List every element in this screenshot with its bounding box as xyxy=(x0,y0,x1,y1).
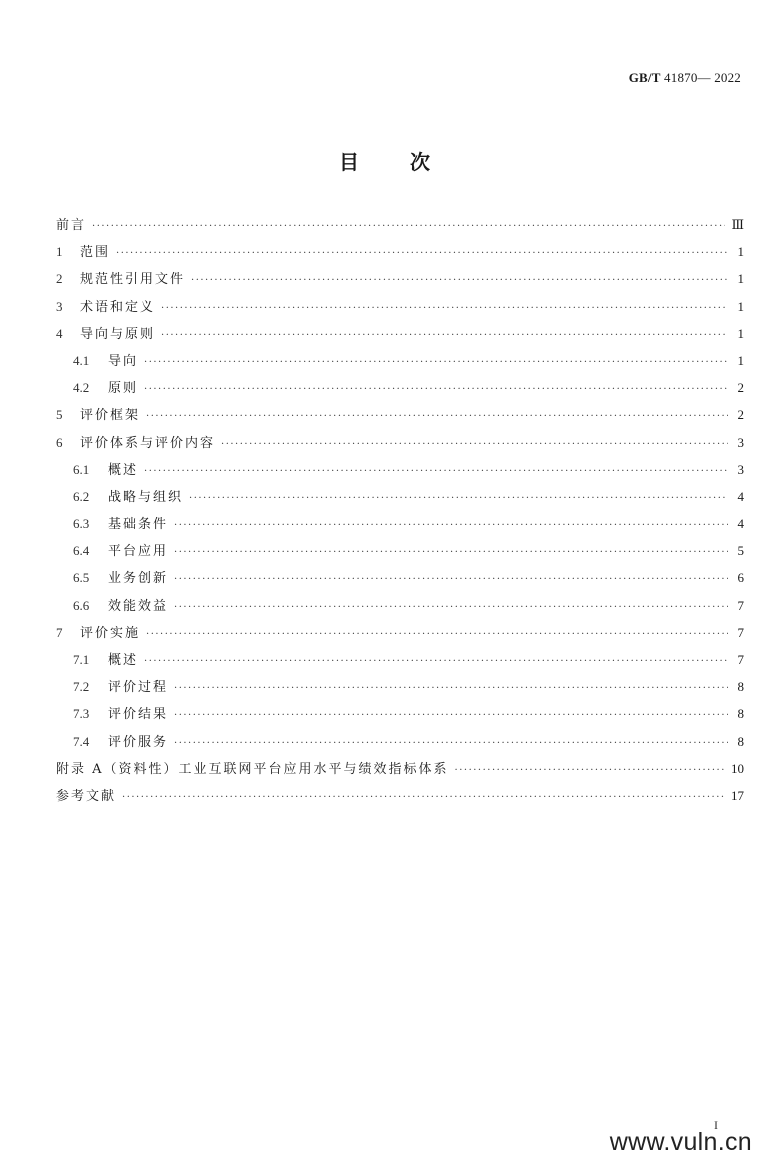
toc-leader-dots xyxy=(174,684,728,694)
toc-leader-dots xyxy=(161,331,728,341)
toc-entry-page: 2 xyxy=(737,407,744,423)
toc-entry-number: 4.2 xyxy=(73,380,90,396)
toc-entry-page: 5 xyxy=(737,543,744,559)
toc-entry-label: 战略与组织 xyxy=(108,489,184,505)
toc-entry-label: 导向 xyxy=(108,353,139,369)
toc-entry-number: 1 xyxy=(56,244,63,260)
toc-entry-label: 效能效益 xyxy=(108,598,169,614)
toc-entry-page: 4 xyxy=(737,516,744,532)
toc-entry-page: 1 xyxy=(737,298,744,314)
toc-entry-page: Ⅲ xyxy=(731,217,744,232)
toc-entry-page: 8 xyxy=(737,706,744,722)
toc-entry[interactable] xyxy=(56,404,744,431)
toc-entry-label: 规范性引用文件 xyxy=(80,272,186,288)
toc-leader-dots xyxy=(189,494,728,504)
toc-entry[interactable] xyxy=(56,731,744,758)
toc-leader-dots xyxy=(174,575,728,585)
toc-entry-number: 7.2 xyxy=(73,679,90,695)
toc-leader-dots xyxy=(174,711,728,721)
toc-entry-label: 评价实施 xyxy=(80,625,141,641)
toc-entry-page: 10 xyxy=(731,760,744,776)
toc-entry-label: 评价框架 xyxy=(80,408,141,424)
toc-entry-number: 2 xyxy=(56,271,63,287)
toc-entry[interactable] xyxy=(56,513,744,540)
toc-entry-label: 评价服务 xyxy=(108,734,169,750)
toc-leader-dots xyxy=(146,412,728,422)
toc-entry-label: 原则 xyxy=(108,381,139,397)
toc-entry-label: 业务创新 xyxy=(108,571,169,587)
toc-entry[interactable] xyxy=(56,785,744,812)
toc-entry[interactable] xyxy=(56,758,744,785)
toc-entry-page: 7 xyxy=(737,624,744,640)
toc-entry-number: 6 xyxy=(56,434,63,450)
toc-entry-number: 5 xyxy=(56,407,63,423)
toc-entry[interactable] xyxy=(56,622,744,649)
toc-entry-label: 评价体系与评价内容 xyxy=(80,435,216,451)
toc-leader-dots xyxy=(92,222,725,232)
table-of-contents xyxy=(56,214,744,812)
toc-leader-dots xyxy=(144,657,728,667)
toc-entry-label: 概述 xyxy=(108,653,139,668)
toc-entry[interactable] xyxy=(56,214,744,241)
toc-entry[interactable] xyxy=(56,676,744,703)
toc-entry-page: 1 xyxy=(737,352,744,368)
toc-entry-number: 6.1 xyxy=(73,461,90,477)
toc-leader-dots xyxy=(221,440,728,450)
toc-leader-dots xyxy=(144,358,728,368)
page-number: I xyxy=(714,1118,718,1132)
toc-entry-label: 参考文献 xyxy=(56,788,117,804)
toc-entry[interactable] xyxy=(56,241,744,268)
toc-leader-dots xyxy=(455,766,725,776)
toc-entry[interactable] xyxy=(56,268,744,295)
toc-entry-label: 前言 xyxy=(56,218,87,233)
title-part-2: 次 xyxy=(410,150,431,174)
standard-prefix: GB/T xyxy=(628,70,661,85)
toc-entry-page: 1 xyxy=(737,244,744,260)
toc-entry-page: 2 xyxy=(737,380,744,396)
toc-leader-dots xyxy=(174,603,728,613)
toc-entry[interactable] xyxy=(56,350,744,377)
toc-leader-dots xyxy=(144,467,728,477)
toc-entry-page: 3 xyxy=(737,434,744,450)
toc-entry-page: 17 xyxy=(731,787,744,803)
toc-entry-label: 术语和定义 xyxy=(80,299,156,315)
toc-entry-label: 评价结果 xyxy=(108,707,169,723)
toc-entry[interactable] xyxy=(56,540,744,567)
toc-leader-dots xyxy=(174,548,728,558)
toc-entry[interactable] xyxy=(56,703,744,730)
toc-entry-page: 7 xyxy=(737,652,744,667)
toc-entry[interactable] xyxy=(56,567,744,594)
toc-entry-label: 导向与原则 xyxy=(80,326,156,342)
toc-leader-dots xyxy=(116,249,728,259)
toc-entry[interactable] xyxy=(56,649,744,676)
toc-entry-number: 6.3 xyxy=(73,516,90,532)
title-part-1: 目 xyxy=(339,150,360,174)
toc-entry-label: 概述 xyxy=(108,462,139,478)
toc-entry[interactable] xyxy=(56,323,744,350)
toc-entry-label: 评价过程 xyxy=(108,680,169,696)
toc-entry-page: 1 xyxy=(737,271,744,287)
toc-leader-dots xyxy=(174,521,728,531)
toc-leader-dots xyxy=(161,304,728,314)
toc-leader-dots xyxy=(146,630,728,640)
toc-entry-number: 3 xyxy=(56,298,63,314)
toc-entry-label: 基础条件 xyxy=(108,517,169,533)
toc-entry-page: 7 xyxy=(737,597,744,613)
toc-entry-page: 1 xyxy=(737,325,744,341)
toc-entry-number: 7 xyxy=(56,624,63,640)
toc-entry[interactable] xyxy=(56,377,744,404)
toc-entry-page: 8 xyxy=(737,679,744,695)
toc-entry[interactable] xyxy=(56,595,744,622)
page-title xyxy=(0,146,770,175)
standard-code xyxy=(629,70,741,86)
toc-entry-number: 4.1 xyxy=(73,352,90,368)
toc-leader-dots xyxy=(174,739,728,749)
standard-number: 41870— 2022 xyxy=(664,70,741,85)
toc-entry-label: 范围 xyxy=(80,245,111,261)
watermark: www.vuln.cn xyxy=(609,1128,752,1156)
toc-entry-number: 6.6 xyxy=(73,597,90,613)
toc-entry-page: 8 xyxy=(737,733,744,749)
toc-entry-page: 4 xyxy=(737,488,744,504)
toc-entry-number: 6.4 xyxy=(73,543,90,559)
toc-entry-number: 6.2 xyxy=(73,488,90,504)
toc-leader-dots xyxy=(122,793,725,803)
toc-entry[interactable] xyxy=(56,432,744,459)
toc-entry[interactable] xyxy=(56,296,744,323)
toc-entry-page: 6 xyxy=(737,570,744,586)
toc-entry-number: 6.5 xyxy=(73,570,90,586)
toc-entry-label: 平台应用 xyxy=(108,544,169,560)
toc-entry-page: 3 xyxy=(737,461,744,477)
toc-leader-dots xyxy=(191,276,728,286)
toc-entry-number: 7.3 xyxy=(73,706,90,722)
toc-leader-dots xyxy=(144,385,728,395)
toc-entry[interactable] xyxy=(56,459,744,486)
toc-entry-label: 附录 A（资料性）工业互联网平台应用水平与绩效指标体系 xyxy=(56,761,449,777)
toc-entry-number: 7.4 xyxy=(73,733,90,749)
toc-entry-number: 7.1 xyxy=(73,652,90,667)
toc-entry[interactable] xyxy=(56,486,744,513)
toc-entry-number: 4 xyxy=(56,325,63,341)
